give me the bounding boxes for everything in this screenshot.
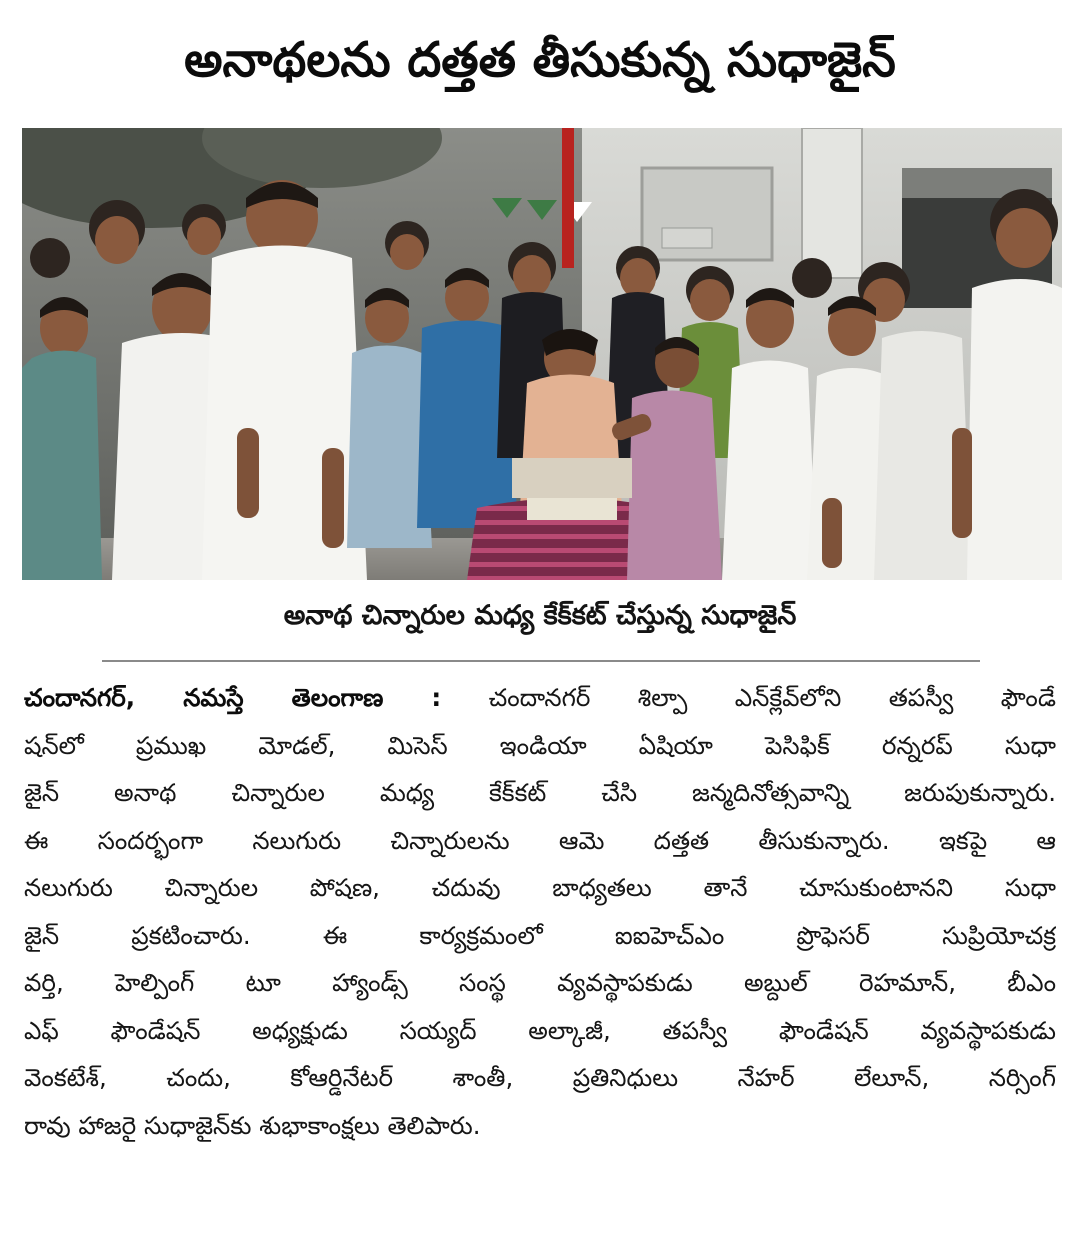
article-body [24,674,1056,1149]
dateline: చందానగర్, నమస్తే తెలంగాణ : [24,683,442,712]
headline: అనాథలను దత్తత తీసుకున్న సుధాజైన్ [184,32,896,88]
article-line: వెంకటేశ్, చందు, కోఆర్డినేటర్ శాంతీ, ప్రతినిధులు నేహర్ లేలూన్, నర్సింగ్ [24,1063,1056,1092]
article-line: జైన్ ప్రకటించారు. ఈ కార్యక్రమంలో ఐఐహెచ్‌ఎం ప్రొఫెసర్ సుప్రియోచక్ర [24,920,1056,950]
article-line: ఈ సందర్భంగా నలుగురు చిన్నారులను ఆమె దత్తత తీసుకున్నారు. ఇకపై ఆ [24,825,1056,855]
photo-illustration [22,128,1062,580]
article-line: షన్‌లో ప్రముఖ మోడల్, మిసెస్ ఇండియా ఏషియా పెసిఫిక్ రన్నరప్ సుధా [24,730,1056,760]
news-photo [22,128,1062,580]
article-line-text: చందానగర్ శిల్పా ఎన్‌క్లేవ్‌లోని తపస్వీ ఫౌండే [441,683,1056,712]
article-line: వర్తి, హెల్పింగ్ టూ హ్యాండ్స్ సంస్థ వ్యవస్థాపకుడు అబ్దుల్ రెహమాన్, బీఎం [24,968,1056,997]
article-line: నలుగురు చిన్నారుల పోషణ, చదువు బాధ్యతలు తానే చూసుకుంటానని సుధా [24,873,1056,902]
divider-rule [102,660,980,662]
photo-caption: అనాథ చిన్నారుల మధ్య కేక్‌కట్ చేస్తున్న సుధాజైన్ [283,600,797,631]
article-line: రావు హాజరై సుధాజైన్‌కు శుభాకాంక్షలు తెలిపారు. [24,1110,481,1140]
article-line: జైన్ అనాథ చిన్నారుల మధ్య కేక్‌కట్ చేసి జన్మదినోత్సవాన్ని జరుపుకున్నారు. [24,778,1056,807]
article-line: ఎఫ్ ఫౌండేషన్ అధ్యక్షుడు సయ్యద్ అల్కాజీ, తపస్వీ ఫౌండేషన్ వ్యవస్థాపకుడు [24,1015,1056,1045]
article-line [24,674,1056,722]
